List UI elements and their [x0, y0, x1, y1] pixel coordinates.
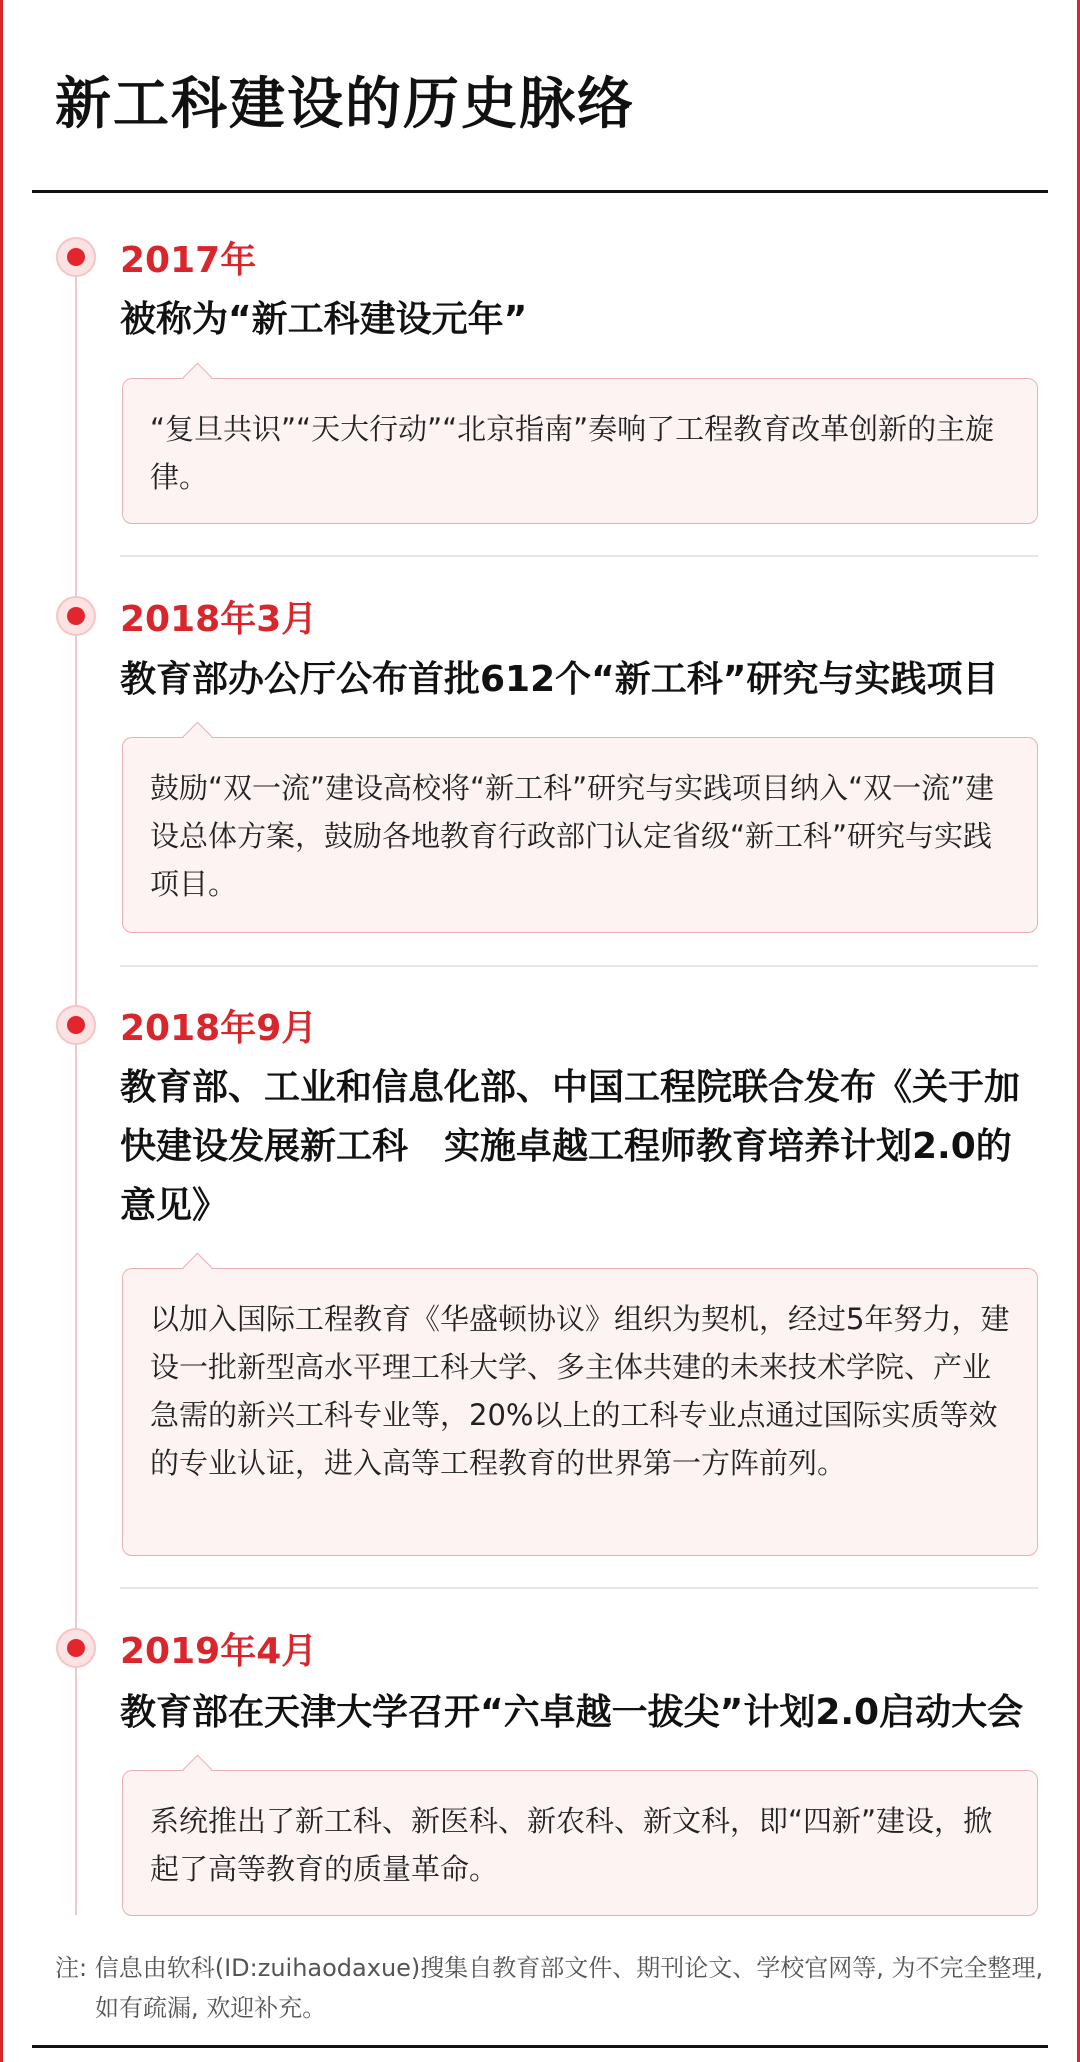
page-title: 新工科建设的历史脉络	[55, 72, 635, 137]
bottom-divider	[32, 2045, 1048, 2048]
entry-date: 2018年9月	[120, 1008, 318, 1049]
entry-detail-box: 鼓励“双一流”建设高校将“新工科”研究与实践项目纳入“双一流”建设总体方案，鼓励各地教育行政部门认定省级“新工科”研究与实践项目。	[122, 737, 1038, 933]
title-divider	[32, 190, 1048, 193]
entry-divider	[120, 965, 1038, 967]
entry-headline: 教育部办公厅公布首批612个“新工科”研究与实践项目	[120, 659, 999, 700]
entry-detail-box: 以加入国际工程教育《华盛顿协议》组织为契机，经过5年努力，建设一批新型高水平理工科大学、多主体共建的未来技术学院、产业急需的新兴工科专业等，20%以上的工科专业点通过国际实质等效的专业认证，进入高等工程教育的世界第一方阵前列。	[122, 1268, 1038, 1556]
entry-divider	[120, 1587, 1038, 1589]
entry-headline: 教育部、工业和信息化部、中国工程院联合发布《关于加快建设发展新工科 实施卓越工程师教育培养计划2.0的意见》	[120, 1067, 1021, 1226]
entry-headline: 被称为“新工科建设元年”	[120, 299, 528, 340]
timeline-dot-icon	[56, 1005, 96, 1045]
entry-date: 2018年3月	[120, 599, 318, 640]
entry-detail-box: 系统推出了新工科、新医科、新农科、新文科，即“四新”建设，掀起了高等教育的质量革命。	[122, 1770, 1038, 1916]
entry-divider	[120, 555, 1038, 557]
entry-date: 2017年	[120, 240, 257, 281]
timeline-dot-icon	[56, 237, 96, 277]
entry-headline: 教育部在天津大学召开“六卓越一拔尖”计划2.0启动大会	[120, 1692, 1024, 1733]
timeline-dot-icon	[56, 1628, 96, 1668]
entry-date: 2019年4月	[120, 1631, 318, 1672]
footnote: 注: 信息由软科(ID:zuihaodaxue)搜集自教育部文件、期刊论文、学校官网等, 为不完全整理, 如有疏漏, 欢迎补充。	[55, 1954, 1044, 2022]
timeline-dot-icon	[56, 596, 96, 636]
entry-detail-box: “复旦共识”“天大行动”“北京指南”奏响了工程教育改革创新的主旋律。	[122, 378, 1038, 524]
